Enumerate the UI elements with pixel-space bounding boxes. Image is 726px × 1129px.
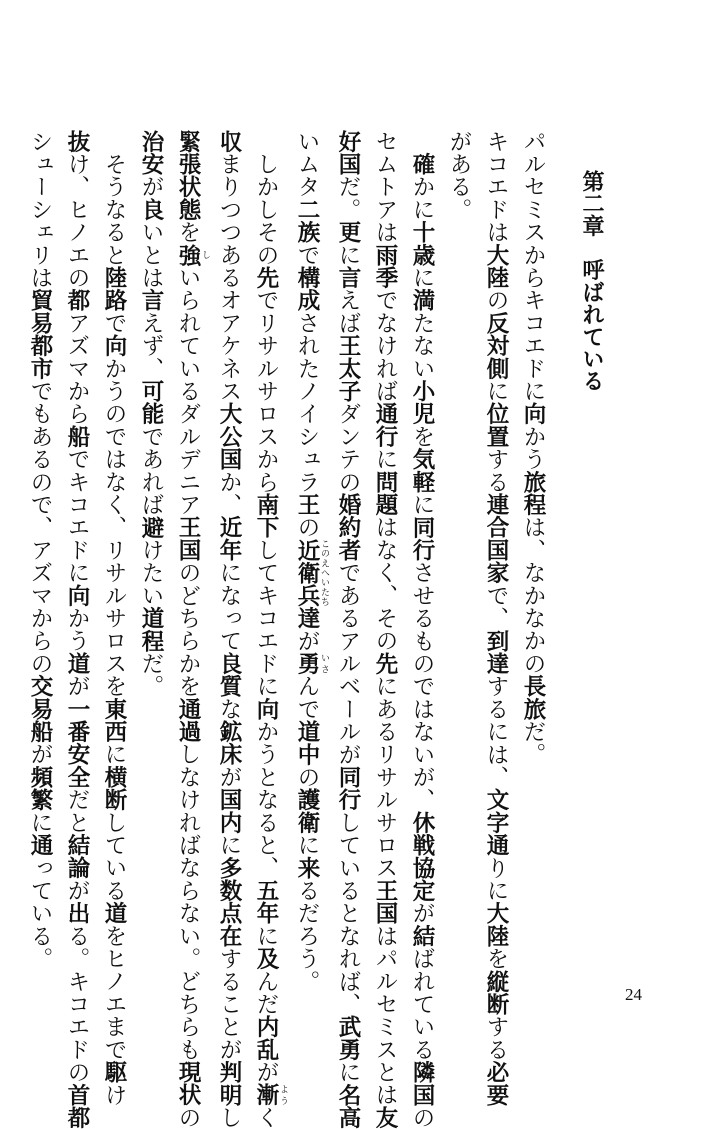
text-segment: 休戦協定 <box>409 811 435 902</box>
text-segment: だ。 <box>138 652 164 698</box>
text-segment: かに <box>409 175 435 221</box>
text-segment: がある。 <box>446 130 472 221</box>
text-segment: いムタ <box>294 130 320 199</box>
text-segment: が <box>64 879 90 902</box>
text-segment: 好国 <box>335 130 361 176</box>
text-segment: 道中 <box>294 720 320 766</box>
text-segment: 通行 <box>372 402 398 448</box>
text-segment: の <box>483 288 509 312</box>
text-segment: かうのではなく、リサルサロスを <box>101 357 127 698</box>
text-segment: えず、 <box>138 311 164 380</box>
text-segment: 構成 <box>294 266 320 312</box>
text-segment: はパルセミスとは <box>372 924 398 1107</box>
text-segment: 良質 <box>216 652 242 698</box>
text-segment: だと <box>64 788 90 834</box>
text-line <box>329 130 366 1129</box>
text-segment: 名高 <box>335 1083 361 1129</box>
text-segment: に <box>294 833 320 857</box>
text-line <box>366 130 403 1129</box>
text-segment: キコエドは <box>483 130 509 244</box>
text-segment: 王 <box>294 493 320 516</box>
text-segment: け、ヒノエの <box>64 152 90 289</box>
text-segment: る。キコエドの <box>64 924 90 1084</box>
text-segment: してキコエドに <box>253 538 279 698</box>
ruby-annotation: このえへいたち <box>319 538 329 607</box>
text-segment: 駆 <box>101 1060 127 1084</box>
text-segment: んで <box>294 674 320 721</box>
text-segment: 護衛 <box>294 788 320 834</box>
text-segment: 陸路 <box>101 266 127 312</box>
text-segment: は、なかなかの <box>520 515 546 675</box>
text-segment: け <box>101 1083 127 1107</box>
text-segment: だ。 <box>520 720 546 766</box>
text-line <box>477 130 514 1107</box>
text-segment: の <box>294 765 320 789</box>
text-segment: 向 <box>101 334 127 358</box>
body-text <box>21 130 551 1129</box>
text-segment: 二族 <box>294 198 320 244</box>
text-segment: でキコエドに <box>64 447 90 585</box>
text-segment: 武勇 <box>335 1015 361 1061</box>
text-segment: 隣国 <box>409 1060 435 1107</box>
text-segment: セムトアは <box>372 130 398 244</box>
text-line <box>95 130 132 1107</box>
ruby-word: 勇 いさ <box>294 652 329 675</box>
text-segment: でリサルサロスから <box>253 288 279 494</box>
text-segment: 王太子 <box>335 334 361 403</box>
text-segment: 問題 <box>372 470 398 516</box>
text-segment: 先 <box>253 266 279 289</box>
ruby-annotation: し <box>200 243 210 267</box>
text-segment: 交易船 <box>27 674 53 743</box>
text-segment: 結 <box>409 924 435 948</box>
text-segment: 抜 <box>64 130 90 153</box>
text-segment: 収 <box>216 130 242 153</box>
text-line <box>440 130 477 960</box>
text-segment: で <box>101 311 127 335</box>
text-segment: 近年 <box>216 515 242 562</box>
ruby-word: 近衛兵 このえへいたち <box>294 538 329 607</box>
text-segment: パルセミスからキコエドに <box>520 130 546 403</box>
text-segment: 小児 <box>409 379 435 426</box>
text-line <box>169 130 210 1129</box>
text-segment: たない <box>409 311 435 380</box>
text-segment: 道 <box>64 652 90 675</box>
text-segment: 先 <box>372 652 398 675</box>
text-segment: えば <box>335 288 361 335</box>
text-segment: 連合国家 <box>483 493 509 585</box>
text-segment: まりつつあるオアケネス <box>216 152 242 403</box>
text-segment: 大陸 <box>483 901 509 948</box>
text-segment: の <box>409 1106 435 1129</box>
text-segment: 五年 <box>253 879 279 925</box>
text-segment: に <box>335 1060 361 1084</box>
text-segment: が <box>138 175 164 199</box>
text-segment: するには、 <box>483 674 509 789</box>
text-line <box>21 130 58 970</box>
text-segment: に <box>409 493 435 516</box>
text-segment: 緊張状態 <box>175 130 201 221</box>
text-segment: ばれている <box>409 947 435 1061</box>
text-segment: のどちらかを <box>175 561 201 698</box>
text-segment: 友 <box>372 1106 398 1129</box>
text-segment: していると <box>335 811 361 925</box>
page-number: 24 <box>625 985 642 1004</box>
text-segment: に <box>101 742 127 766</box>
text-segment: に <box>335 243 361 267</box>
text-segment: 鉱床 <box>216 720 242 766</box>
ruby-annotation: よう <box>278 1083 288 1107</box>
text-segment: する <box>483 447 509 494</box>
text-segment: に <box>216 833 242 857</box>
text-segment: 内乱 <box>253 1015 279 1061</box>
text-segment: 同行 <box>335 765 361 812</box>
text-segment: を <box>483 947 509 970</box>
text-segment: はなく、その <box>372 515 398 653</box>
text-segment: で、 <box>483 584 509 630</box>
text-segment: が <box>294 629 320 653</box>
text-line <box>247 130 288 1129</box>
text-segment: 避 <box>138 515 164 539</box>
text-segment: 必要 <box>483 1060 509 1107</box>
text-segment: かう <box>520 425 546 471</box>
text-segment: 文字通 <box>483 788 509 857</box>
text-segment: にあるリサルサロス <box>372 674 398 880</box>
text-segment: になって <box>216 561 242 653</box>
text-segment: な <box>216 697 242 721</box>
text-segment: が <box>64 674 90 698</box>
text-segment <box>409 130 435 153</box>
text-segment: 多数点在 <box>216 856 242 948</box>
text-segment: でもあるので、アズマからの <box>27 379 53 675</box>
text-segment: だ。 <box>335 175 361 221</box>
text-segment: んだ <box>253 969 279 1016</box>
text-segment: 及 <box>253 947 279 970</box>
text-segment: し <box>216 1106 242 1129</box>
text-segment: 南下 <box>253 493 279 539</box>
text-segment: 治安 <box>138 130 164 176</box>
text-segment: することが <box>216 947 242 1061</box>
text-segment: に <box>409 266 435 289</box>
text-segment: 通過 <box>175 697 201 743</box>
text-segment: か、 <box>216 470 242 516</box>
chapter-title: 第二章 呼ばれている <box>579 170 605 392</box>
text-segment: なれば、 <box>335 924 361 1016</box>
text-segment: が <box>409 901 435 925</box>
text-segment: を <box>409 425 435 448</box>
text-segment: 更 <box>335 220 361 244</box>
text-segment: 満 <box>409 288 435 312</box>
text-segment: 位置 <box>483 402 509 448</box>
text-segment: かうとなると、 <box>253 720 279 880</box>
ruby-word: 強 し <box>175 243 210 267</box>
text-segment: が <box>253 1060 279 1084</box>
text-segment: であれば <box>138 425 164 516</box>
text-segment: している <box>101 811 127 902</box>
text-segment: 王国 <box>175 515 201 562</box>
text-segment: させるものではないが、 <box>409 561 435 812</box>
text-segment: 国内 <box>216 788 242 834</box>
text-segment: をヒノエまで <box>101 924 127 1061</box>
text-segment: 言 <box>138 288 164 312</box>
text-segment: そうなると <box>101 130 127 267</box>
text-segment: 通 <box>27 833 53 857</box>
text-line <box>403 130 440 1129</box>
text-segment: 結論 <box>64 833 90 880</box>
text-segment: シューシェリは <box>27 130 53 289</box>
text-segment: する <box>483 1015 509 1061</box>
text-segment: く <box>253 1106 279 1129</box>
ruby-word: 漸 よう <box>253 1083 288 1107</box>
text-segment: 来 <box>294 856 320 880</box>
text-segment: 首都 <box>64 1083 90 1129</box>
text-segment: しなければならない。どちらも <box>175 742 201 1061</box>
text-segment: でなければ <box>372 288 398 403</box>
text-segment: 雨季 <box>372 243 398 289</box>
text-segment: 船 <box>64 425 90 448</box>
text-segment: に <box>27 811 53 834</box>
text-segment: っている。 <box>27 856 53 970</box>
text-segment: 婚約者 <box>335 493 361 562</box>
text-segment: 大公国 <box>216 402 242 471</box>
ruby-annotation: いさ <box>319 652 329 675</box>
text-segment: を <box>175 220 201 244</box>
text-segment: けたい <box>138 538 164 607</box>
text-segment: 出 <box>64 901 90 925</box>
text-segment: が <box>27 742 53 766</box>
text-segment: 同行 <box>409 515 435 562</box>
text-segment: 王国 <box>372 879 398 925</box>
text-line <box>210 130 247 1129</box>
text-segment: に <box>372 447 398 471</box>
text-segment: かう <box>64 606 90 653</box>
text-segment: るだろう。 <box>294 879 320 993</box>
text-segment: 旅程 <box>520 470 546 516</box>
text-segment: 言 <box>335 266 361 289</box>
text-segment: 判明 <box>216 1060 242 1107</box>
text-segment: 長旅 <box>520 674 546 721</box>
text-segment: で <box>294 243 320 267</box>
text-segment: いとは <box>138 220 164 289</box>
text-segment: アズマから <box>64 311 90 426</box>
text-segment: ダンテの <box>335 402 361 494</box>
text-segment: 縦断 <box>483 969 509 1016</box>
text-line <box>514 130 551 960</box>
text-line <box>58 130 95 1129</box>
text-segment: 十歳 <box>409 220 435 267</box>
text-segment: 一番安全 <box>64 697 90 789</box>
text-segment: 気軽 <box>409 447 435 494</box>
text-segment: いられているダルデニア <box>175 266 201 516</box>
text-segment: であるアルベールが <box>335 561 361 766</box>
text-segment: りに <box>483 856 509 902</box>
text-segment: 東西 <box>101 697 127 743</box>
text-line <box>288 130 329 993</box>
text-segment: 確 <box>409 152 435 176</box>
text-segment: が <box>216 765 242 789</box>
text-segment: 横断 <box>101 765 127 812</box>
text-segment: 頻繁 <box>27 765 53 812</box>
text-segment: に <box>483 379 509 403</box>
text-segment: 大陸 <box>483 243 509 289</box>
text-segment: しかしその <box>253 130 279 267</box>
text-segment: 現状 <box>175 1060 201 1107</box>
text-segment: に <box>253 924 279 948</box>
text-segment: 都 <box>64 288 90 312</box>
text-segment: 向 <box>253 697 279 721</box>
text-segment: 道 <box>101 901 127 925</box>
text-segment: 達 <box>294 606 320 630</box>
text-segment: 向 <box>520 402 546 426</box>
text-line <box>132 130 169 960</box>
text-segment: 向 <box>64 584 90 607</box>
text-segment: 反対側 <box>483 311 509 380</box>
text-segment: の <box>294 515 320 539</box>
text-segment: されたノイシュラ <box>294 311 320 494</box>
text-segment: の <box>175 1106 201 1129</box>
text-segment: 良 <box>138 198 164 221</box>
text-segment: 貿易都市 <box>27 288 53 380</box>
text-segment: 道程 <box>138 606 164 653</box>
text-segment: 到達 <box>483 629 509 675</box>
text-segment: 可能 <box>138 379 164 426</box>
vertical-text-block <box>27 130 610 1129</box>
